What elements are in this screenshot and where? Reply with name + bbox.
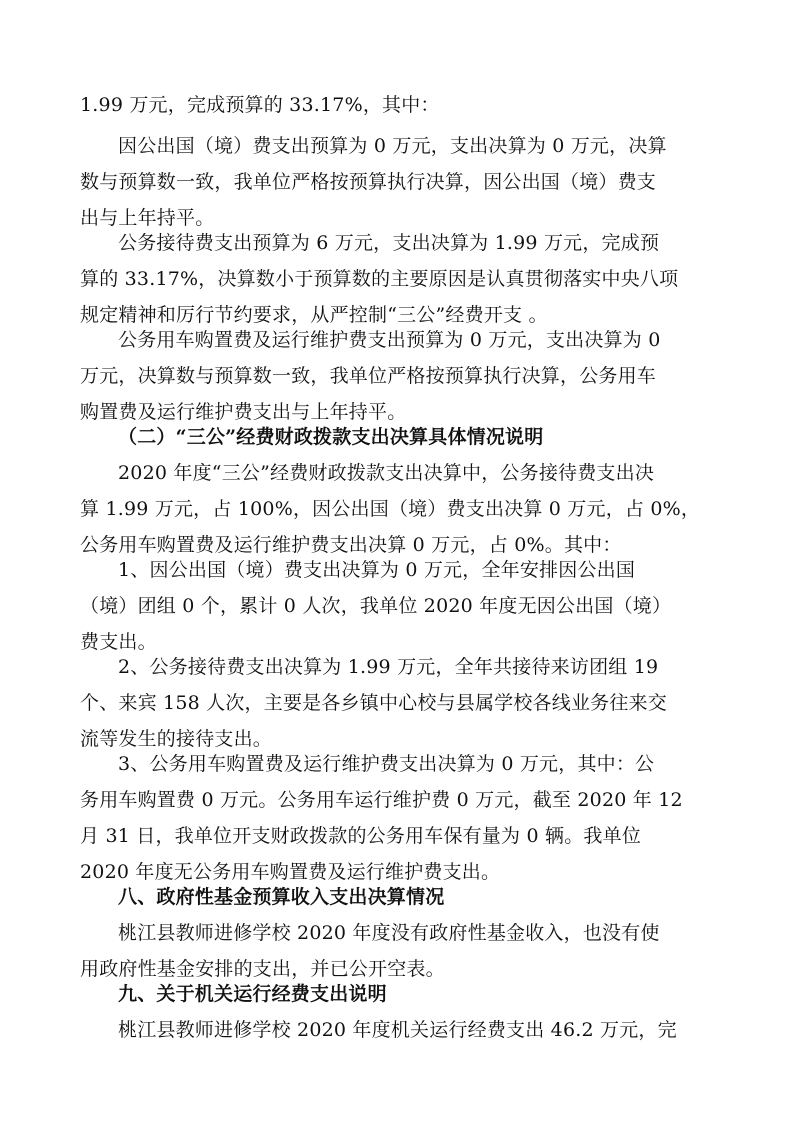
paragraph-line: 2020 年度无公务用车购置费及运行维护费支出。	[80, 861, 501, 883]
paragraph-line: 桃江县教师进修学校 2020 年度没有政府性基金收入，也没有使	[118, 922, 660, 944]
paragraph-line: 因公出国（境）费支出预算为 0 万元，支出决算为 0 万元，决算	[118, 135, 667, 157]
section-subheading: （二）“三公”经费财政拨款支出决算具体情况说明	[118, 426, 544, 448]
paragraph-line: 算的 33.17%，决算数小于预算数的主要原因是认真贯彻落实中央八项	[80, 268, 679, 290]
paragraph-line: 3、公务用车购置费及运行维护费支出决算为 0 万元，其中：公	[118, 753, 655, 775]
paragraph-line: 个、来宾 158 人次，主要是各乡镇中心校与县属学校各线业务往来交	[80, 692, 667, 714]
paragraph-line: 2、公务接待费支出决算为 1.99 万元，全年共接待来访团组 19	[118, 656, 659, 678]
paragraph-line: 万元，决算数与预算数一致，我单位严格按预算执行决算，公务用车	[80, 365, 657, 387]
paragraph-line: 规定精神和厉行节约要求，从严控制“三公”经费开支 。	[80, 304, 548, 326]
paragraph-line: 算 1.99 万元，占 100%，因公出国（境）费支出决算 0 万元，占 0%，	[80, 498, 701, 520]
section-heading: 九、关于机关运行经费支出说明	[118, 983, 387, 1005]
section-heading: 八、政府性基金预算收入支出决算情况	[118, 886, 445, 908]
paragraph-line: 2020 年度“三公”经费财政拨款支出决算中，公务接待费支出决	[118, 462, 655, 484]
paragraph-line: 公务用车购置费及运行维护费支出决算 0 万元，占 0%。其中：	[80, 534, 622, 556]
paragraph-line: 数与预算数一致，我单位严格按预算执行决算，因公出国（境）费支	[80, 171, 657, 193]
paragraph-line: 桃江县教师进修学校 2020 年度机关运行经费支出 46.2 万元，完	[118, 1019, 677, 1041]
paragraph-line: 购置费及运行维护费支出与上年持平。	[80, 401, 407, 423]
paragraph-line: 公务用车购置费及运行维护费支出预算为 0 万元，支出决算为 0	[118, 329, 661, 351]
paragraph-line: 公务接待费支出预算为 6 万元，支出决算为 1.99 万元，完成预	[118, 232, 660, 254]
paragraph-line: 1.99 万元，完成预算的 33.17%，其中：	[80, 94, 440, 116]
paragraph-line: 务用车购置费 0 万元。公务用车运行维护费 0 万元，截至 2020 年 12	[80, 789, 683, 811]
paragraph-line: 流等发生的接待支出。	[80, 728, 273, 750]
paragraph-line: 用政府性基金安排的支出，并已公开空表。	[80, 958, 445, 980]
paragraph-line: （境）团组 0 个，累计 0 人次，我单位 2020 年度无因公出国（境）	[80, 595, 672, 617]
paragraph-line: 1、因公出国（境）费支出决算为 0 万元，全年安排因公出国	[118, 559, 636, 581]
paragraph-line: 费支出。	[80, 631, 157, 653]
paragraph-line: 出与上年持平。	[80, 207, 215, 229]
paragraph-line: 月 31 日，我单位开支财政拨款的公务用车保有量为 0 辆。我单位	[80, 825, 642, 847]
